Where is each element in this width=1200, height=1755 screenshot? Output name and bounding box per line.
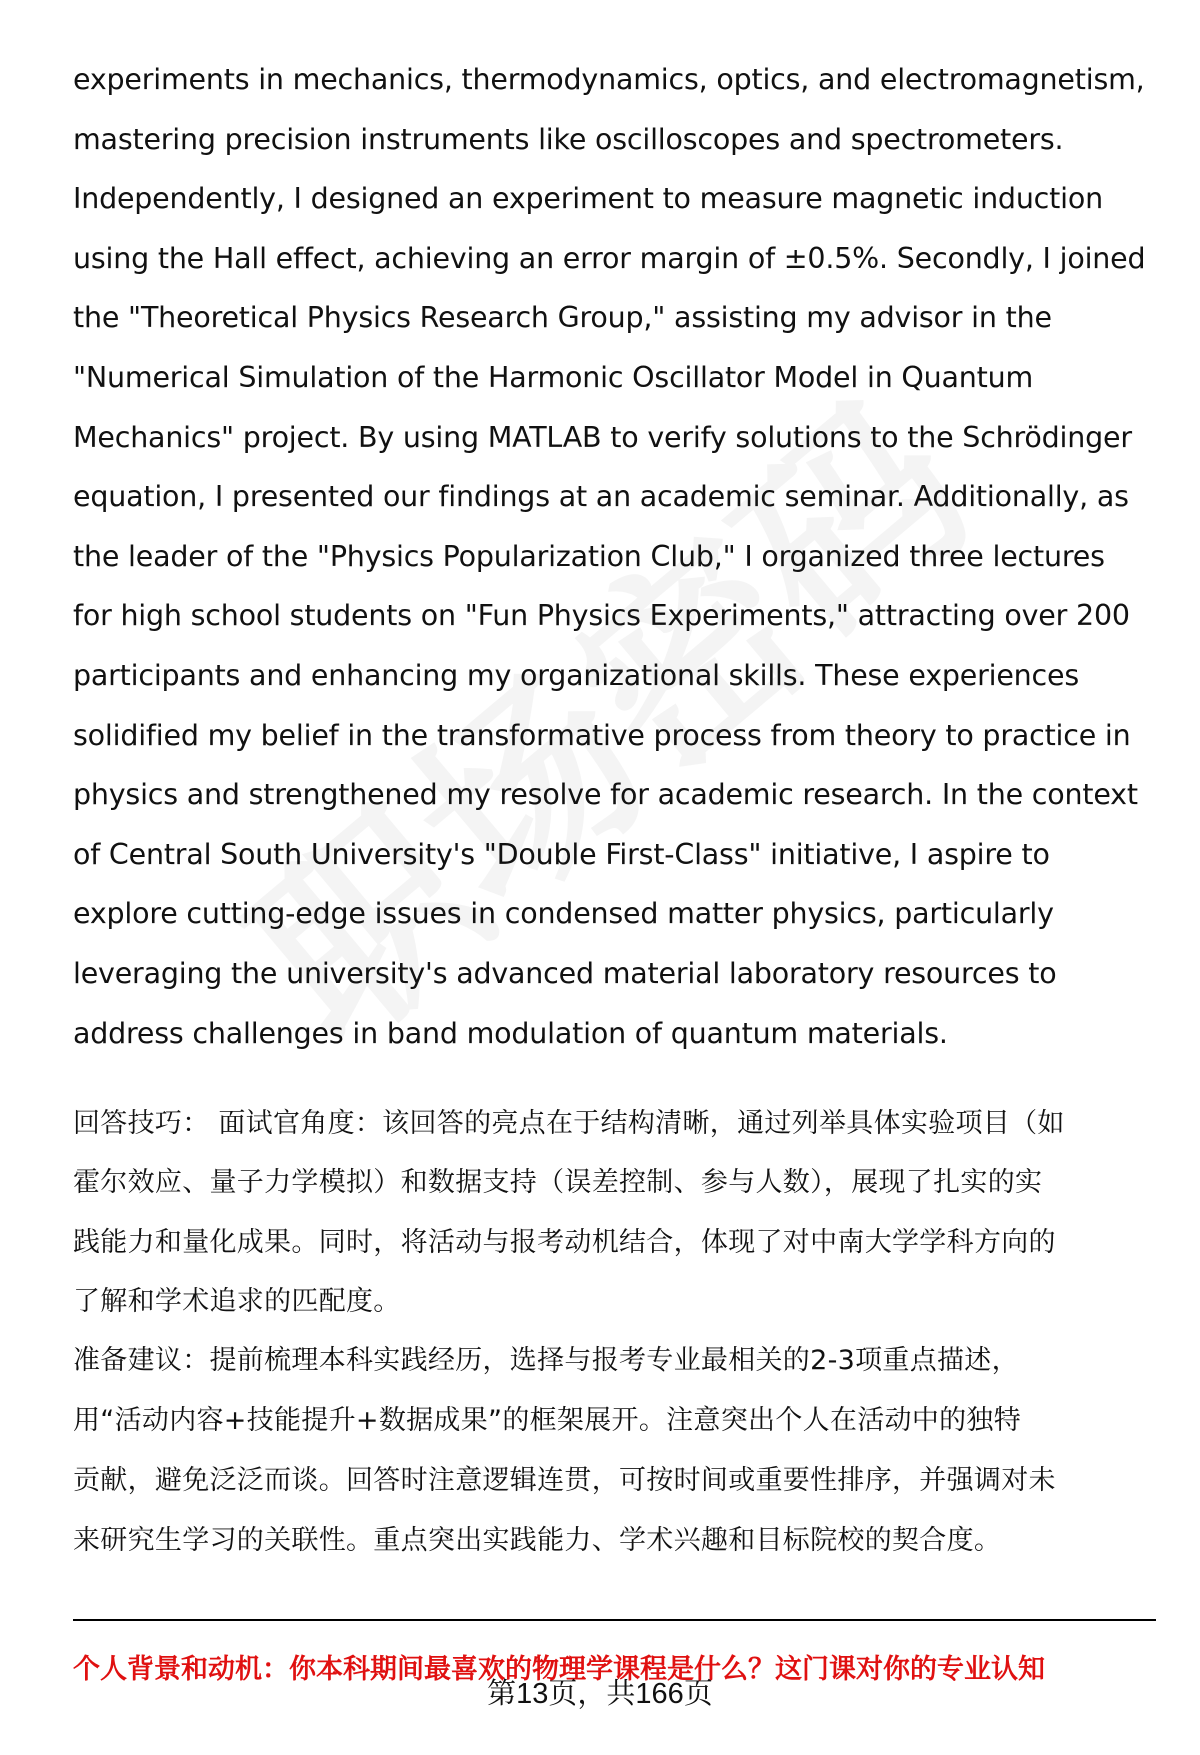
text-line: solidified my belief in the transformative process from theory to practice in — [73, 718, 1131, 752]
text-line: physics and strengthened my resolve for academic research. In the context — [73, 778, 1138, 812]
text-line: using the Hall effect, achieving an error margin of ±0.5%. Secondly, I joined — [73, 241, 1146, 275]
text-line: 践能力和量化成果。同时，将活动与报考动机结合，体现了对中南大学学科方向的 — [73, 1226, 1056, 1258]
text-line: "Numerical Simulation of the Harmonic Oscillator Model in Quantum — [73, 361, 1034, 394]
text-line: participants and enhancing my organizational skills. These experiences — [73, 659, 1079, 692]
text-line: Independently, I designed an experiment to measure magnetic induction — [73, 182, 1103, 216]
text-line: 用“活动内容+技能提升+数据成果”的框架展开。注意突出个人在活动中的独特 — [73, 1405, 1022, 1436]
text-line: 回答技巧： 面试官角度：该回答的亮点在于结构清晰，通过列举具体实验项目（如 — [73, 1108, 1065, 1139]
text-line: 来研究生学习的关联性。重点突出实践能力、学术兴趣和目标院校的契合度。 — [73, 1525, 1002, 1556]
next-question-heading: 个人背景和动机：你本科期间最喜欢的物理学课程是什么？这门课对你的专业认知 — [73, 1654, 1045, 1685]
text-line: 霍尔效应、量子力学模拟）和数据支持（误差控制、参与人数），展现了扎实的实 — [73, 1167, 1043, 1199]
text-line: 准备建议：提前梳理本科实践经历，选择与报考专业最相关的2-3项重点描述， — [73, 1345, 1019, 1376]
text-line: the leader of the "Physics Popularization Club," I organized three lectures — [73, 539, 1105, 573]
text-line: of Central South University's "Double First-Class" initiative, I aspire to — [73, 837, 1050, 871]
text-line: experiments in mechanics, thermodynamics, optics, and electromagnetism, — [73, 63, 1145, 96]
text-line: leveraging the university's advanced material laboratory resources to — [73, 957, 1057, 990]
text-line: 了解和学术追求的匹配度。 — [73, 1286, 401, 1318]
page-footer: 第13页，共166页 — [487, 1678, 713, 1710]
text-line: the "Theoretical Physics Research Group," assisting my advisor in the — [73, 301, 1052, 335]
text-line: equation, I presented our findings at an academic seminar. Additionally, as — [73, 480, 1129, 514]
text-line: Mechanics" project. By using MATLAB to verify solutions to the Schrödinger — [73, 420, 1132, 454]
text-line: address challenges in band modulation of quantum materials. — [73, 1016, 948, 1050]
text-line: mastering precision instruments like oscilloscopes and spectrometers. — [73, 122, 1064, 156]
section-divider — [73, 1619, 1156, 1621]
text-line: for high school students on "Fun Physics Experiments," attracting over 200 — [73, 599, 1130, 633]
text-line: explore cutting-edge issues in condensed matter physics, particularly — [73, 897, 1054, 931]
text-line: 贡献，避免泛泛而谈。回答时注意逻辑连贯，可按时间或重要性排序，并强调对未 — [73, 1465, 1056, 1496]
